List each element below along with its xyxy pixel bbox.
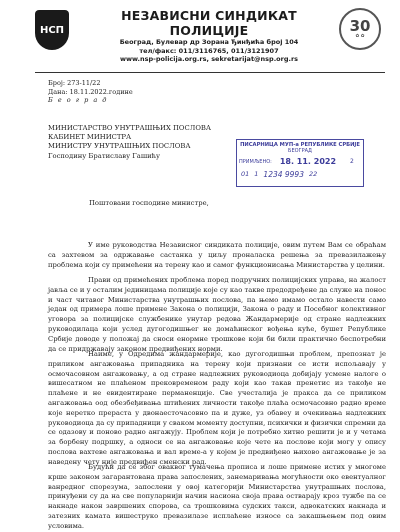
org-web: www.nsp-policija.org.rs, sekretarijat@nsp.org.rs [119, 55, 299, 63]
org-address: Београд, Булевар др Зорана Ђинђића број 104 [119, 38, 299, 46]
stamp-reg-number: 1234 9993 [263, 170, 304, 179]
recipient-line: КАБИНЕТ МИНИСТРА [48, 133, 132, 142]
paragraph-text: Будући да се због оваквог тумачења прописа и лоше примене истих у многоме крше законом загарантована права запослених, занемаривања могућности око евентуалног ванредног спорезума, запослени у овој категорији Министарства унутрашњих послова, принуђени су да на све популарнији начин насиона своја права остварају кроз тужбе па се накнаде након завршених спорова, са трошковима судских такси, адвокатских накнада и затезних камата вишеструко превазилазе исплаћене износе са закашњењем под овим условима. [48, 463, 386, 530]
header-divider [35, 72, 385, 73]
org-phone: тел/факс: 011/3116765, 011/3121907 [139, 46, 279, 55]
stamp-title: ПИСАРНИЦА МУП-а РЕПУБЛИКЕ СРБИЈЕ [240, 142, 360, 148]
stamp-code-a: 01 [241, 170, 250, 178]
recipient-line: МИНИСТРУ УНУТРАШЊИХ ПОСЛОВА [48, 142, 191, 151]
stamp-received-date: 18. 11. 2022 [279, 157, 337, 166]
stamp-received-label: ПРИМЉЕНО: [239, 158, 272, 165]
stamp-code-b: 1 [254, 170, 259, 178]
stamp-received-row [237, 157, 363, 166]
stamp-city: БЕОГРАД [288, 148, 312, 154]
seal-laurel-icon: ✿ ✿ [355, 34, 365, 39]
doc-number: Број: 273-11/22 [48, 79, 101, 87]
doc-city: Б е о г р а д [48, 96, 108, 104]
recipient-block [48, 124, 211, 161]
org-name: НЕЗАВИСНИ СИНДИКАТ ПОЛИЦИЈЕ [121, 8, 297, 38]
stamp-page: 22 [308, 170, 318, 178]
letterhead [84, 8, 334, 64]
recipient-line: Господину Братиславу Гашићу [48, 151, 161, 160]
recipient-line: МИНИСТАРСТВО УНУТРАШЊИХ ПОСЛОВА [48, 124, 212, 132]
union-logo-text: НСП [39, 24, 65, 36]
document-meta [48, 79, 133, 105]
paragraph-text: Наиме, у Одредима жандармерије, као дугогодишњи проблем, препознат је приликом ангажовања припадника на терену који признани се исти испољавају у осмочасовном ангажовању, а од стране надлежних руководиоца добијају усмене налоге о вишесатном не плаћеном прековременом раду који као такав пренетис из такође не плаћене и не евидентиране перманенције. Све учесталија је пракса да се приликом ангажовања оод обезбеђивања штићених личности такође плаћа осмочасовно радно време које неретко прераста у двонаесточасовно па и дуже, уз обавеу и очекивања надлежних руководиоца да су припадници у сваком моменту доступни, психички и физички спремни да се одазову и поново радно ангажују. Проблем који је потребно хитно решити је и у четама за борбену подршку, а односи се на ангажовање које чете на послове који могу у опису послова вахтеве ангажовања и вал време-а у којем је предвиђено њихово ангажовање је за наведену чету није предвиђен сменски рад. [48, 350, 386, 466]
union-logo [35, 10, 69, 50]
doc-date: Дана: 18.11.2022.године [48, 87, 133, 96]
body-paragraph [48, 241, 386, 270]
body-paragraph [48, 350, 386, 468]
stamp-code-row [237, 170, 363, 179]
anniversary-seal [339, 8, 381, 50]
stamp-org-unit: 2 [350, 158, 354, 165]
seal-number: 30 [349, 17, 371, 35]
registry-stamp [236, 139, 364, 187]
paragraph-text: Прави од примећених проблема поред подручних полицијских управа, на жалост јавља се и у осталим јединицама полиције које су као такве предодређене да служе на понос и част читавог Министарства унутрашњих послова, па њемо имамо остало навести само један од примера лоше примене Закона о полицији, Закона о раду и Посебног колективног уговора за полицијске службенике унутар редова Жандармерије од стране надлежних руководилаца који услед дугогодишњег не домаћинског вођења куће, бушет Републике Србије доводе у положај да сноси енормне трошкове који би били практично беспотребни да се придржавају законом предвиђених норми. [48, 276, 386, 353]
body-paragraph [48, 276, 386, 354]
paragraph-text: У име руководства Независног синдиката полиције, овим путем Вам се обраћам са захтевом за одржавање састанка у циљу проналаска решења за превазилажењу проблема који су примећени на терену као и самог функционисања Министарства у целини. [48, 241, 386, 269]
body-paragraph [48, 463, 386, 532]
salutation: Поштовани господине министре, [89, 199, 209, 207]
